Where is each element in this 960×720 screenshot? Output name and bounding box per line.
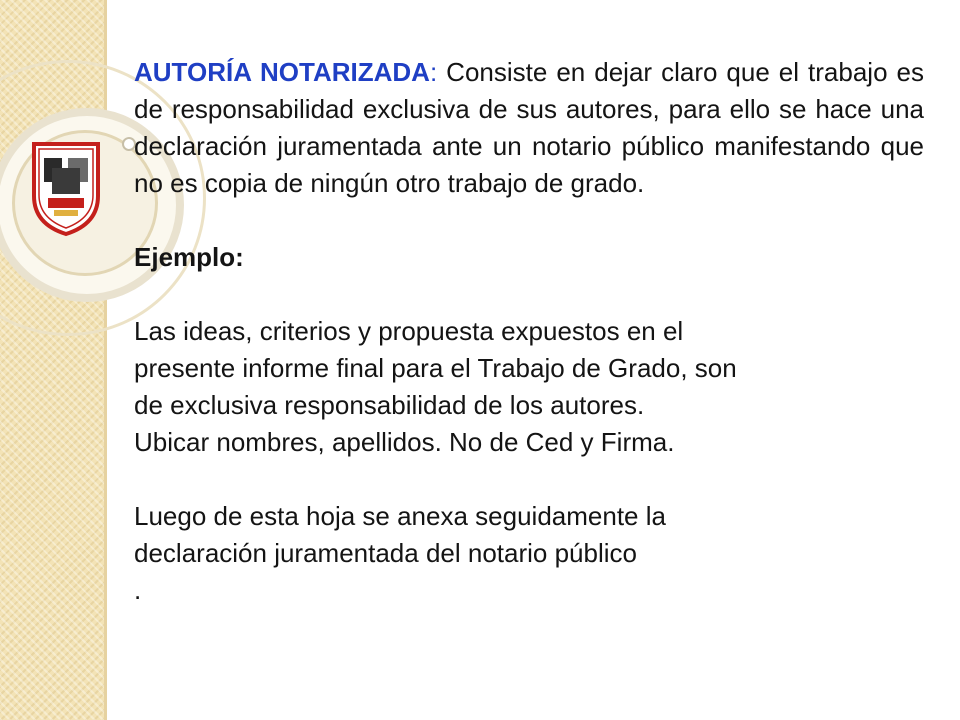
spacer	[134, 276, 924, 313]
spacer	[134, 202, 924, 239]
university-seal-icon	[30, 138, 102, 238]
definition-separator: :	[429, 57, 438, 87]
example-heading: Ejemplo:	[134, 242, 244, 272]
example-line: de exclusiva responsabilidad de los autores.	[134, 390, 645, 420]
closing-line: Luego de esta hoja se anexa seguidamente la	[134, 501, 666, 531]
closing-line: declaración juramentada del notario público	[134, 538, 637, 568]
example-line: Las ideas, criterios y propuesta expuestos en el	[134, 316, 684, 346]
definition-text: Consiste en dejar claro que el trabajo es de responsabilidad exclusiva de sus autores, para ello se hace una declaración juramentada ante un notario público manifestando que no es copia de ningún otro trabajo de grado.	[134, 57, 925, 198]
definition-term: AUTORÍA NOTARIZADA	[134, 57, 430, 87]
slide-content	[134, 54, 924, 609]
example-line: Ubicar nombres, apellidos. No de Ced y Firma.	[134, 427, 675, 457]
example-line: presente informe final para el Trabajo de Grado, son	[134, 353, 737, 383]
closing-line: .	[134, 575, 142, 605]
spacer	[134, 461, 924, 498]
definition-paragraph	[134, 54, 924, 202]
